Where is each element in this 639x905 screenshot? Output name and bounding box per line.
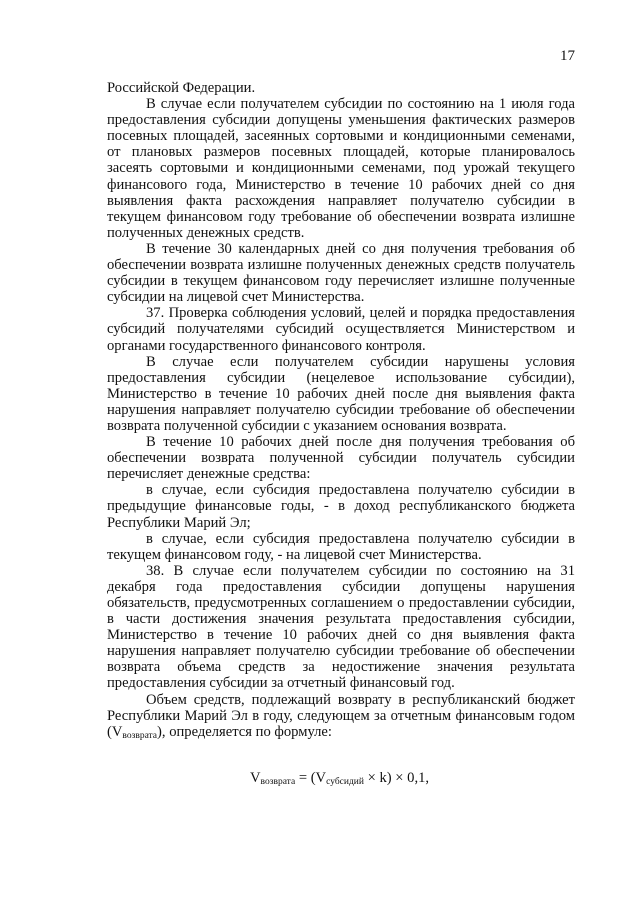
paragraph-clause-37: 37. Проверка соблюдения условий, целей и порядка предоставления субсидий получателями субсидий осуществляется Министерством и органами государственного финансового контроля.: [107, 305, 575, 354]
intro-text-end: ), определяется по формуле:: [157, 723, 332, 740]
formula-lhs-var: V: [250, 769, 261, 786]
intro-text: Объем средств, подлежащий возврату в республиканский бюджет Республики Марий Эл в году, следующем за отчетным финансовым годом (V: [107, 691, 575, 740]
paragraph: В течение 30 календарных дней со дня получения требования об обеспечении возврата излишне полученных денежных средств получатель субсидии в текущем финансовом году перечисляет излишне полученные субсидии на лицевой счет Министерства.: [107, 240, 575, 306]
formula: [107, 770, 575, 790]
formula-rest: × k) × 0,1,: [363, 769, 430, 786]
formula-equals: = (V: [295, 769, 327, 786]
paragraph: В случае если получателем субсидии нарушены условия предоставления субсидии (нецелевое использование субсидии), Министерство в течение 10 рабочих дней после дня выявления факта нарушения направляет получателю субсидии требование об обеспечении возврата полученной субсидии с указанием основания возврата.: [107, 353, 575, 434]
paragraph: В течение 10 рабочих дней после дня получения требования об обеспечении возврата полученной субсидии получатель субсидии перечисляет денежные средства:: [107, 434, 575, 483]
paragraph: В случае если получателем субсидии по состоянию на 1 июля года предоставления субсидии допущены уменьшения фактических размеров посевных площадей, засеянных сортовыми и кондиционными семенами, от плановых размеров посевных площадей, которые планировалось засеять сортовыми и кондиционными семенами, под урожай текущего финансового года, Министерство в течение 10 рабочих дней со дня выявления факта расхождения направляет получателю субсидии в текущем финансовом году требование об обеспечении возврата излишне полученных денежных средств.: [107, 96, 575, 241]
paragraph: в случае, если субсидия предоставлена получателю субсидии в текущем финансовом году, - на лицевой счет Министерства.: [107, 530, 575, 563]
formula-lhs-subscript: возврата: [260, 776, 296, 787]
intro-subscript: возврата: [122, 730, 158, 741]
formula-rhs-subscript: субсидий: [326, 776, 364, 787]
page-number: 17: [560, 48, 575, 64]
paragraph: Российской Федерации.: [107, 80, 256, 96]
paragraph-formula-intro: [107, 692, 575, 744]
paragraph: в случае, если субсидия предоставлена получателю субсидии в предыдущие финансовые годы, - в доход республиканского бюджета Республики Марий Эл;: [107, 482, 575, 531]
paragraph-clause-38: 38. В случае если получателем субсидии по состоянию на 31 декабря года предоставления субсидии допущены нарушения обязательств, предусмотренных соглашением о предоставлении субсидии, в части достижения значения результата предоставления субсидии, Министерство в течение 10 рабочих дней со дня выявления факта нарушения направляет получателю субсидии требование об обеспечении возврата объема средств за недостижение значения результата предоставления субсидии за отчетный финансовый год.: [107, 562, 575, 692]
document-body: [107, 80, 575, 790]
